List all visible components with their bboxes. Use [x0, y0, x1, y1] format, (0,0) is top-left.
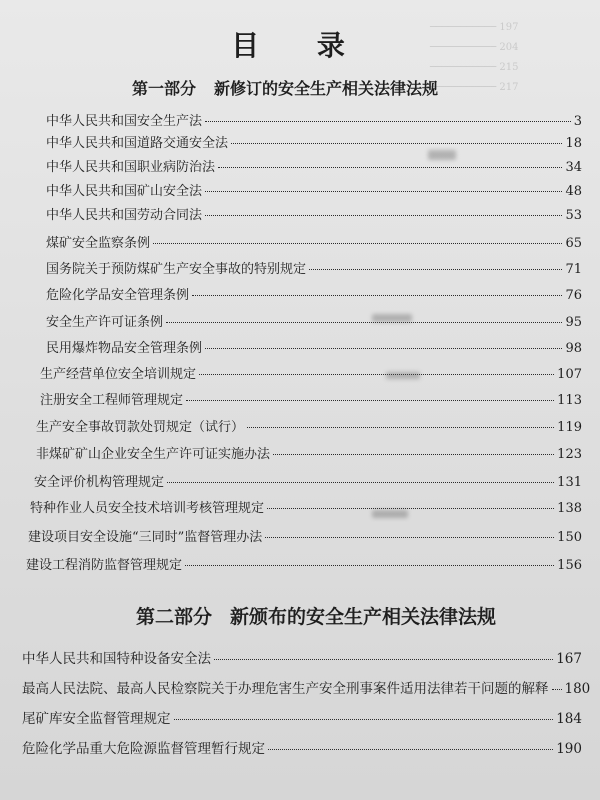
part2-entry[interactable] — [22, 737, 582, 755]
entry-title: 国务院关于预防煤矿生产安全事故的特别规定 — [46, 262, 307, 277]
page-number: 53 — [565, 208, 582, 223]
ink-smudge — [372, 314, 412, 322]
entry-title: 安全评价机构管理规定 — [34, 475, 165, 490]
page-number: 95 — [565, 315, 582, 330]
entry-title: 中华人民共和国劳动合同法 — [46, 208, 203, 223]
dot-leader — [214, 659, 553, 660]
entry-title: 生产安全事故罚款处罚规定（试行） — [36, 420, 245, 435]
ink-smudge — [372, 510, 408, 518]
dot-leader — [174, 719, 554, 720]
page-number: 65 — [565, 236, 582, 251]
entry-title: 非煤矿矿山企业安全生产许可证实施办法 — [36, 447, 271, 462]
page-number: 113 — [557, 393, 582, 408]
entry-title: 尾矿库安全监督管理规定 — [22, 711, 171, 727]
part1-title: 新修订的安全生产相关法律法规 — [214, 79, 439, 98]
part2-entry[interactable] — [22, 677, 591, 697]
part2-title: 新颁布的安全生产相关法律法规 — [230, 606, 497, 628]
page-number: 119 — [557, 420, 582, 435]
page-number: 190 — [556, 741, 582, 757]
entry-title: 最高人民法院、最高人民检察院关于办理危害生产安全刑事案件适用法律若干问题的解释 — [22, 681, 549, 697]
entry-title: 生产经营单位安全培训规定 — [40, 367, 197, 382]
ink-smudge — [428, 150, 456, 160]
page-number: 107 — [557, 367, 582, 382]
page-number: 34 — [565, 160, 582, 175]
entry-title: 安全生产许可证条例 — [46, 315, 164, 330]
ink-smudge — [386, 372, 420, 379]
entry-title: 特种作业人员安全技术培训考核管理规定 — [30, 501, 265, 516]
part2-entry[interactable] — [22, 707, 582, 725]
part1-label: 第一部分 — [132, 79, 197, 98]
entry-title: 危险化学品安全管理条例 — [46, 288, 190, 303]
page-number: 167 — [556, 651, 582, 667]
page-number: 180 — [564, 681, 591, 697]
entry-title: 建设工程消防监督管理规定 — [26, 558, 183, 573]
page-number: 98 — [565, 341, 582, 356]
entry-title: 危险化学品重大危险源监督管理暂行规定 — [22, 741, 265, 757]
page-number: 156 — [557, 558, 582, 573]
entry-title: 中华人民共和国矿山安全法 — [46, 184, 203, 199]
page-title: 目 录 — [231, 29, 369, 62]
page-number: 138 — [557, 501, 582, 516]
entry-title: 中华人民共和国安全生产法 — [46, 114, 203, 129]
entry-title: 中华人民共和国特种设备安全法 — [22, 651, 211, 667]
page-number: 76 — [565, 288, 582, 303]
page-number: 150 — [557, 530, 582, 545]
page-number: 71 — [565, 262, 582, 277]
dot-leader — [268, 749, 553, 750]
dot-leader — [552, 689, 562, 690]
page-number: 184 — [556, 711, 582, 727]
entry-title: 注册安全工程师管理规定 — [40, 393, 184, 408]
part2-label: 第二部分 — [136, 606, 213, 628]
page-number: 18 — [565, 136, 582, 151]
entry-title: 煤矿安全监察条例 — [46, 236, 151, 251]
entry-title: 民用爆炸物品安全管理条例 — [46, 341, 203, 356]
bleed-through-text: ─────────── 197 ─────────── 204 ─────────── 215 ─────────── 217 — [430, 22, 519, 93]
entry-title: 建设项目安全设施“三同时”监督管理办法 — [28, 530, 263, 545]
part2-entry[interactable] — [22, 647, 582, 665]
page-number: 3 — [573, 114, 582, 129]
page-number: 48 — [565, 184, 582, 199]
entry-title: 中华人民共和国道路交通安全法 — [46, 136, 229, 151]
entry-title: 中华人民共和国职业病防治法 — [46, 160, 216, 175]
page-number: 131 — [557, 475, 582, 490]
page-number: 123 — [557, 447, 582, 462]
